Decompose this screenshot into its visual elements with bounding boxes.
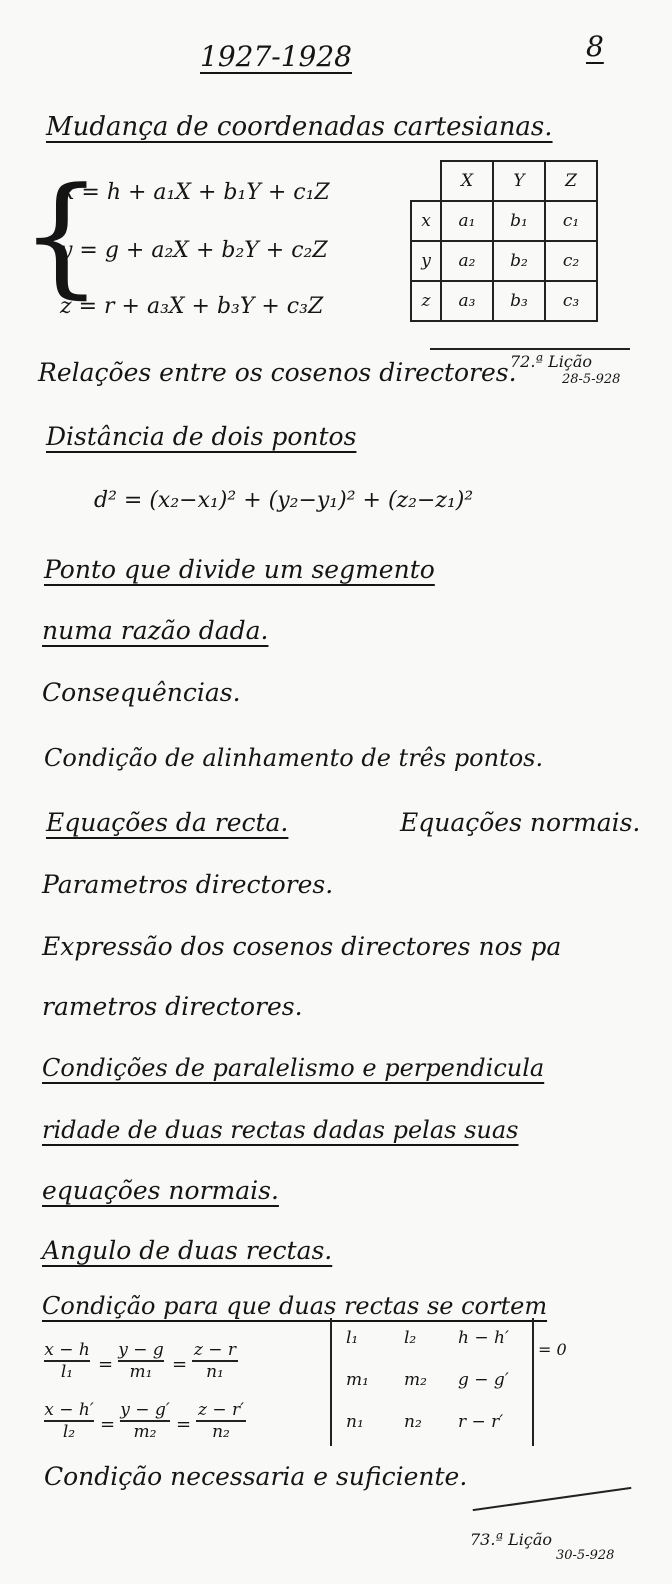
table-cell: b₂ bbox=[493, 241, 545, 281]
col-header-z: Z bbox=[545, 161, 597, 201]
text-equacoes-normais: Equações normais. bbox=[400, 808, 641, 837]
notebook-page: 1927-1928 8 Mudança de coordenadas cartesianas. { x = h + a₁X + b₁Y + c₁Z y = g + a₂X + b₂Y + c₂Z z = r + a₃X + b₃Y + c₃Z X Y Z x a₁ b₁ c₁ y a₂ b₂ c₂ z a₃ b₃ c₃ 72.ª Lição 28-5-928 Relações entre os cosenos directores. Distância de dois pontos d² = (x₂−x₁)² + (y₂−y₁)² + (z₂−z₁)² Ponto que divide um segmento numa razão dada. Consequências. Condição de alinhamento de três pontos. Equações da recta. Equações normais. Parametros directores. Expressão dos cosenos directores nos pa rametros directores. Condições de paralelismo e perpendicula ridade de duas rectas dadas pelas suas equações normais. Angulo de duas rectas. Condição para que duas rectas se cortem $\frac{x - h}{\text{l₁}}$ = $\frac{y - g}{\text{m₁}}$ = $\frac{z - r}{\text{n₁}}$ $\frac{x - h'}{\text{l₂}}$ = $\frac{y - g'}{\text{m₂}}$ = $\frac{z - r'}{\text{n₂}}$ l₁ l₂ h − h′ m₁ m₂ g − g′ n₁ n₂ r − r′ = 0 Condição necessaria e suficiente. 73.ª Lição 30-5-928 bbox=[0, 0, 672, 1584]
table-cell: c₁ bbox=[545, 201, 597, 241]
table-cell: c₃ bbox=[545, 281, 597, 321]
determinant: l₁ l₂ h − h′ m₁ m₂ g − g′ n₁ n₂ r − r′ bbox=[330, 1318, 534, 1446]
text-expressao-line2: rametros directores. bbox=[42, 992, 303, 1021]
heading-distancia: Distância de dois pontos bbox=[46, 422, 357, 451]
col-header-x: X bbox=[441, 161, 493, 201]
lesson-date: 30-5-928 bbox=[556, 1548, 615, 1563]
fraction: $\frac{y - g'}{\text{m₂}}$ bbox=[120, 1400, 170, 1442]
text-expressao-line1: Expressão dos cosenos directores nos pa bbox=[42, 932, 562, 961]
col-header-y: Y bbox=[493, 161, 545, 201]
heading-condicoes-line1: Condições de paralelismo e perpendicula bbox=[42, 1054, 545, 1082]
table-header-row bbox=[411, 161, 597, 201]
distance-formula: d² = (x₂−x₁)² + (y₂−y₁)² + (z₂−z₁)² bbox=[94, 488, 474, 513]
table-row bbox=[411, 241, 597, 281]
table-row bbox=[411, 201, 597, 241]
heading-relacoes: Relações entre os cosenos directores. bbox=[38, 358, 517, 387]
row-label: z bbox=[411, 281, 441, 321]
lesson-label: 72.ª Lição bbox=[510, 352, 593, 371]
heading-condicao-cortar: Condição para que duas rectas se cortem bbox=[42, 1292, 548, 1320]
table-cell: b₁ bbox=[493, 201, 545, 241]
heading-equacoes-recta: Equações da recta. bbox=[46, 808, 289, 837]
fraction: $\frac{y - g}{\text{m₁}}$ bbox=[118, 1340, 164, 1382]
table-cell: b₃ bbox=[493, 281, 545, 321]
heading-ponto-line1: Ponto que divide um segmento bbox=[44, 555, 435, 584]
lesson-divider bbox=[473, 1487, 632, 1511]
heading-condicoes-line3: equações normais. bbox=[42, 1176, 279, 1205]
lesson-date: 28-5-928 bbox=[562, 372, 621, 387]
table-cell: a₂ bbox=[441, 241, 493, 281]
equation-y: y = g + a₂X + b₂Y + c₂Z bbox=[60, 238, 328, 263]
page-number: 8 bbox=[586, 30, 604, 63]
fraction: $\frac{z - r'}{\text{n₂}}$ bbox=[198, 1400, 244, 1442]
row-label: x bbox=[411, 201, 441, 241]
equation-z: z = r + a₃X + b₃Y + c₃Z bbox=[60, 294, 324, 319]
table-cell: a₃ bbox=[441, 281, 493, 321]
equation-x: x = h + a₁X + b₁Y + c₁Z bbox=[62, 180, 330, 205]
fraction: $\frac{x - h'}{\text{l₂}}$ bbox=[44, 1400, 94, 1442]
determinant-rhs: = 0 bbox=[538, 1340, 567, 1359]
lesson-divider bbox=[430, 348, 630, 350]
heading-angulo: Angulo de duas rectas. bbox=[42, 1236, 333, 1265]
table-row bbox=[411, 281, 597, 321]
page-years: 1927-1928 bbox=[200, 40, 352, 73]
fraction: $\frac{z - r}{\text{n₁}}$ bbox=[193, 1340, 237, 1382]
lesson-label: 73.ª Lição bbox=[470, 1530, 553, 1549]
heading-condicoes-line2: ridade de duas rectas dadas pelas suas bbox=[42, 1116, 519, 1144]
table-cell: c₂ bbox=[545, 241, 597, 281]
row-label: y bbox=[411, 241, 441, 281]
table-cell: a₁ bbox=[441, 201, 493, 241]
system-brace: { bbox=[20, 159, 103, 311]
text-consequencias: Consequências. bbox=[42, 678, 241, 707]
text-condicao-alinhamento: Condição de alinhamento de três pontos. bbox=[44, 744, 544, 772]
fraction: $\frac{x - h}{\text{l₁}}$ bbox=[44, 1340, 90, 1382]
heading-mudanca: Mudança de coordenadas cartesianas. bbox=[46, 112, 553, 142]
heading-ponto-line2: numa razão dada. bbox=[42, 616, 269, 645]
coefficient-table bbox=[410, 160, 598, 322]
text-condicao-necessaria: Condição necessaria e suficiente. bbox=[44, 1462, 468, 1491]
text-parametros: Parametros directores. bbox=[42, 870, 334, 899]
